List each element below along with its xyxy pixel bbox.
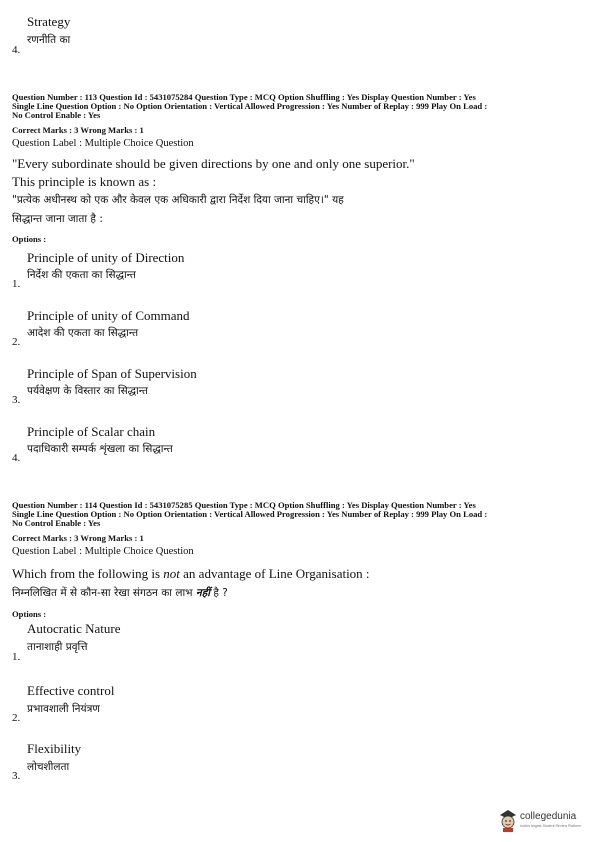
q113-option-2-number: 2. [12, 336, 21, 348]
q114-option-3-number: 3. [12, 770, 21, 782]
q114-meta-line-3: No Control Enable : Yes [12, 518, 101, 528]
q114-question-label: Question Label : Multiple Choice Question [12, 546, 194, 557]
q114-option-2-hindi: प्रभावशाली नियंत्रण [27, 703, 100, 715]
q113-hindi-line-2: सिद्धान्त जाना जाता है : [12, 213, 103, 225]
q114-option-1-hindi: तानाशाही प्रवृत्ति [27, 641, 88, 653]
q113-text-line-2: This principle is known as : [12, 174, 157, 189]
q113-option-3-english: Principle of Span of Supervision [27, 366, 197, 381]
q113-option-1-number: 1. [12, 278, 21, 290]
logo-tagline: India's largest Student Review Platform [520, 824, 581, 828]
q113-option-4-number: 4. [12, 452, 21, 464]
q114-text-emphasis: not [163, 566, 180, 581]
logo-name: collegedunia [520, 811, 577, 822]
q114-option-1-english: Autocratic Nature [27, 621, 121, 636]
q113-option-4-hindi: पदाधिकारी सम्पर्क शृंखला का सिद्धान्त [27, 443, 173, 455]
q113-text-line-1: "Every subordinate should be given directions by one and only one superior." [12, 156, 415, 171]
q113-question-label: Question Label : Multiple Choice Question [12, 138, 194, 149]
q114-option-3-hindi: लोचशीलता [27, 761, 70, 773]
q113-meta-line-2: Single Line Question Option : No Option Orientation : Vertical Allowed Progression : Yes Number of Replay : 999 Play On Load : [12, 101, 488, 111]
prev-option-4-english: Strategy [27, 14, 71, 29]
q113-option-4-english: Principle of Scalar chain [27, 424, 156, 439]
q114-text-part-1: Which from the following is [12, 566, 164, 581]
q113-meta-line-3: No Control Enable : Yes [12, 110, 101, 120]
q113-option-2-hindi: आदेश की एकता का सिद्धान्त [27, 327, 139, 339]
q114-option-2-number: 2. [12, 712, 21, 724]
collegedunia-logo [498, 806, 590, 836]
q113-option-1-hindi: निर्देश की एकता का सिद्धान्त [27, 269, 136, 281]
q114-hindi-line-1 [12, 586, 228, 600]
q114-option-1-number: 1. [12, 651, 21, 663]
q114-option-2-english: Effective control [27, 683, 115, 698]
prev-option-4-hindi: रणनीति का [27, 34, 71, 46]
q113-option-2-english: Principle of unity of Command [27, 308, 190, 323]
q114-text-line-1 [12, 566, 370, 582]
q114-hindi-part-3: है ? [210, 587, 228, 599]
q113-option-3-hindi: पर्यवेक्षण के विस्तार का सिद्धान्त [27, 385, 148, 397]
q114-text-part-3: an advantage of Line Organisation : [179, 566, 370, 581]
q114-hindi-emphasis: नहीं [195, 587, 211, 599]
q114-meta-line-2: Single Line Question Option : No Option Orientation : Vertical Allowed Progression : Yes Number of Replay : 999 Play On Load : [12, 509, 488, 519]
q114-marks: Correct Marks : 3 Wrong Marks : 1 [12, 533, 144, 543]
q113-hindi-line-1: "प्रत्येक अधीनस्थ को एक और केवल एक अधिकारी द्वारा निर्देश दिया जाना चाहिए।" यह [12, 194, 344, 206]
q113-meta-line-1: Question Number : 113 Question Id : 5431075284 Question Type : MCQ Option Shuffling : Yes Display Question Number : Yes [12, 92, 476, 102]
q113-option-1-english: Principle of unity of Direction [27, 250, 185, 265]
q113-option-3-number: 3. [12, 394, 21, 406]
prev-option-4-number: 4. [12, 44, 21, 56]
q113-marks: Correct Marks : 3 Wrong Marks : 1 [12, 125, 144, 135]
mascot-icon [498, 808, 518, 832]
q114-options-label: Options : [12, 609, 47, 619]
q113-options-label: Options : [12, 234, 47, 244]
q114-option-3-english: Flexibility [27, 741, 82, 756]
q114-hindi-part-1: निम्नलिखित में से कौन-सा रेखा संगठन का लाभ [12, 587, 196, 599]
q114-meta-line-1: Question Number : 114 Question Id : 5431075285 Question Type : MCQ Option Shuffling : Yes Display Question Number : Yes [12, 500, 476, 510]
